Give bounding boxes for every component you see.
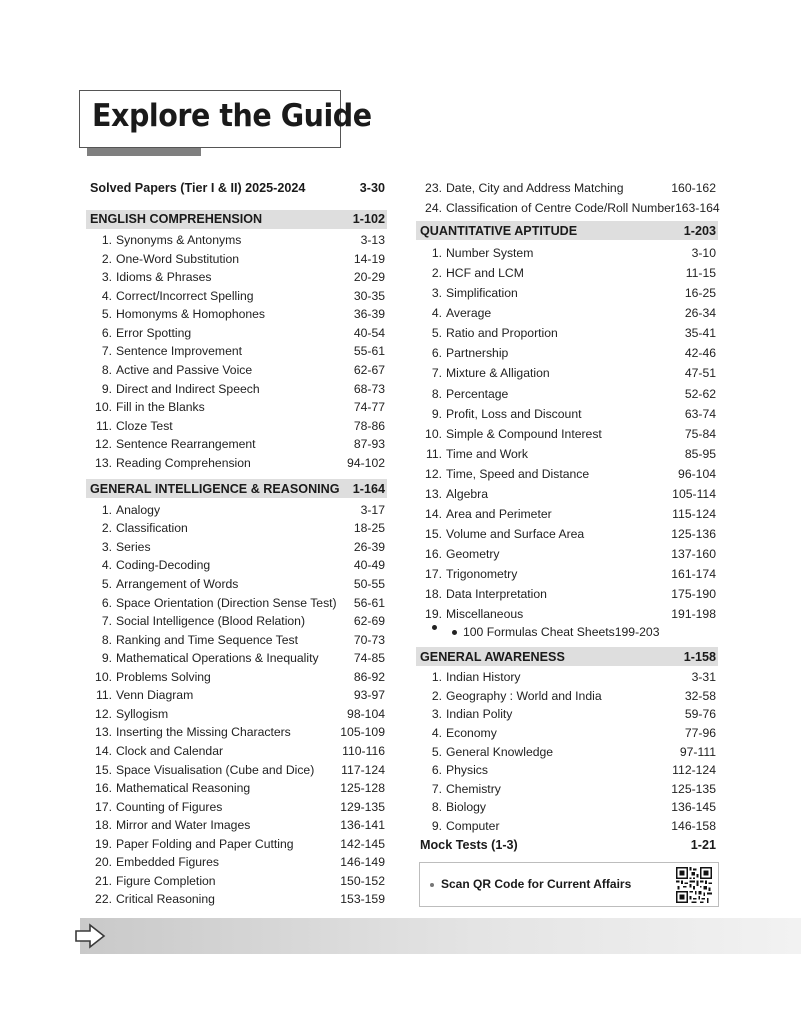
toc-page-range: 3-31 [691,670,716,685]
toc-item [416,264,718,282]
toc-item-number: 2. [431,266,442,281]
toc-item-number: 18. [425,587,442,601]
toc-page-range: 160-162 [671,181,716,195]
toc-item [416,585,718,603]
toc-item [416,179,718,197]
toc-item-number: 17. [425,566,442,581]
toc-item-label: Ranking and Time Sequence Test [116,632,299,647]
toc-item-number: 8. [101,632,112,647]
toc-page-range: 3-17 [360,502,385,517]
qr-label: Scan QR Code for Current Affairs [441,877,632,891]
toc-item-number: 5. [431,326,442,341]
toc-item [86,798,387,816]
toc-item-number: 8. [101,362,112,377]
toc-item-number: 3. [101,270,112,285]
toc-page-range: 161-174 [671,566,716,581]
toc-item-number: 16. [95,781,112,796]
toc-item-label: Mathematical Operations & Inequality [116,651,319,666]
toc-item [416,743,718,761]
toc-page-range: 3-30 [359,181,385,195]
toc-item-number: 17. [95,799,112,814]
toc-item-label: Correct/Incorrect Spelling [116,288,254,303]
toc-page-range: 115-124 [672,506,716,521]
toc-item-label: Sentence Rearrangement [116,437,256,452]
toc-item-label: Geography : World and India [446,688,602,703]
toc-item [86,872,387,890]
toc-page-range: 36-39 [353,307,385,322]
toc-item [416,364,718,382]
toc-page-range: 94-102 [347,455,385,470]
toc-page-range: 1-21 [690,837,716,852]
toc-page-range: 26-34 [684,306,716,321]
toc-item-number: 10. [425,426,442,441]
toc-page-range: 146-149 [340,855,385,870]
toc-page-range: 105-109 [340,725,385,740]
toc-page-range: 125-135 [671,781,716,796]
section-header [86,479,387,498]
toc-item [86,250,387,268]
toc-page-range: 78-86 [353,418,385,433]
toc-item [416,199,718,217]
toc-item-label: GENERAL INTELLIGENCE & REASONING [90,481,340,496]
toc-item-label: Time, Speed and Distance [446,466,590,481]
toc-page-range: 62-69 [353,614,385,629]
toc-item-number: 14. [425,506,442,521]
toc-page-range: 74-85 [353,651,385,666]
toc-item-label: Error Spotting [116,325,192,340]
toc-page-range: 136-141 [340,818,385,833]
toc-item-number: 5. [101,577,112,591]
toc-item-number: 12. [95,706,112,721]
toc-item-label: Mixture & Alligation [446,366,550,381]
toc-item [416,324,718,342]
qr-box [419,862,719,907]
toc-page-range: 136-145 [671,800,716,815]
toc-item-label: 100 Formulas Cheat Sheets [463,625,615,640]
toc-page-range: 85-95 [684,446,716,461]
toc-page-range: 129-135 [340,799,385,814]
toc-item-number: 3. [431,707,442,722]
toc-page-range: 18-25 [353,521,385,536]
toc-item-label: Volume and Surface Area [446,526,585,541]
section-header [86,210,387,229]
toc-item [86,454,387,472]
toc-item-label: Homonyms & Homophones [116,307,266,322]
toc-item-label: Fill in the Blanks [116,400,205,415]
toc-item-label: Geometry [446,546,500,561]
toc-page-range: 56-61 [353,595,385,610]
toc-item-number: 6. [431,763,442,778]
toc-item [86,380,387,398]
toc-item-label: Venn Diagram [116,688,194,703]
toc-item-label: Idioms & Phrases [116,270,212,285]
toc-page-range: 55-61 [353,344,385,359]
toc-item-label: Paper Folding and Paper Cutting [116,836,294,851]
toc-item-label: Inserting the Missing Characters [116,725,291,740]
toc-item [86,594,387,612]
toc-page-range: 42-46 [684,346,716,361]
toc-item-label: Time and Work [446,446,528,461]
toc-item [416,344,718,362]
toc-item-label: Economy [446,725,497,740]
toc-item-number: 8. [431,800,442,815]
toc-item-number: 18. [95,818,112,833]
toc-page-range: 74-77 [353,400,385,415]
toc-page-range: 142-145 [340,836,385,851]
toc-item [416,405,718,423]
toc-item-label: ENGLISH COMPREHENSION [90,212,263,227]
toc-item [86,268,387,286]
toc-item-number: 6. [431,346,442,361]
toc-page-range: 146-158 [671,818,716,833]
toc-page-range: 105-114 [672,486,716,501]
toc-page-range: 26-39 [353,539,385,554]
toc-item-number: 14. [95,743,112,758]
toc-item-number: 1. [101,502,112,517]
toc-item [416,465,718,483]
toc-page-range: 93-97 [353,688,385,703]
toc-item-number: 2. [101,251,112,266]
toc-page-range: 59-76 [684,707,716,722]
toc-item-number: 4. [431,725,442,740]
toc-item-number: 6. [101,595,112,610]
toc-item [416,605,718,623]
toc-item-label: Simple & Compound Interest [446,426,602,441]
toc-item-number: 13. [95,725,112,740]
toc-item-number: 24. [425,201,442,216]
toc-page-range: 153-159 [340,892,385,907]
toc-page-range: 97-111 [679,744,716,759]
toc-page-range: 3-10 [691,246,716,261]
toc-item [86,853,387,871]
toc-page-range: 150-152 [340,873,385,888]
toc-item-number: 15. [95,762,112,777]
toc-item-number: 3. [101,539,112,554]
toc-item [416,780,718,798]
toc-item-label: Space Orientation (Direction Sense Test) [116,595,337,610]
toc-page-range: 77-96 [684,725,716,740]
toc-item-number: 3. [431,286,442,301]
toc-item-label: Profit, Loss and Discount [446,406,582,421]
toc-item [416,505,718,523]
toc-item-number: 9. [431,818,442,833]
toc-page-range: 70-73 [353,632,385,647]
toc-item-label: Figure Completion [116,873,216,888]
toc-item-label: Sentence Improvement [116,344,243,359]
toc-item-number: 9. [101,651,112,666]
toc-page-range: 137-160 [671,546,716,561]
toc-page-range: 175-190 [671,587,716,601]
toc-item-label: Algebra [446,486,489,501]
toc-page-range: 1-158 [683,649,716,664]
toc-page-range: 47-51 [684,366,716,381]
toc-item-label: Biology [446,800,486,815]
toc-item [416,385,718,403]
toc-item-label: Coding-Decoding [116,558,211,573]
toc-item-label: HCF and LCM [446,266,524,281]
toc-item [86,890,387,908]
toc-page-range: 86-92 [353,669,385,684]
toc-page-range: 117-124 [341,762,385,777]
toc-item [86,556,387,574]
toc-item-label: Analogy [116,502,161,517]
page-title: Explore the Guide [92,98,372,134]
toc-item-label: Trigonometry [446,566,518,581]
toc-item [86,417,387,435]
toc-item-number: 7. [431,366,442,381]
toc-item [86,668,387,686]
toc-item [86,742,387,760]
toc-item-label: Classification [116,521,188,536]
toc-item-number: 4. [101,288,112,303]
toc-item-number: 11. [95,418,112,433]
toc-item-label: Social Intelligence (Blood Relation) [116,614,306,629]
toc-item [416,668,718,686]
toc-page-range: 125-136 [671,526,716,541]
toc-item-label: Miscellaneous [446,607,524,622]
section-header [416,647,718,666]
toc-item [86,538,387,556]
toc-item-label: Computer [446,818,500,833]
toc-item-number: 10. [95,400,112,415]
toc-item [86,287,387,305]
toc-page-range: 1-203 [683,223,716,238]
section-header [416,221,718,240]
toc-item-number: 7. [101,614,112,629]
toc-item-number: 7. [431,781,442,796]
toc-page-range: 1-102 [352,212,385,227]
toc-item [86,342,387,360]
toc-item [86,398,387,416]
toc-item-label: Classification of Centre Code/Roll Number [446,201,675,216]
toc-item [86,686,387,704]
toc-item [416,817,718,835]
toc-item [86,324,387,342]
toc-item [416,761,718,779]
bullet-icon [430,883,434,887]
toc-item-label: Counting of Figures [116,799,223,814]
toc-item [86,575,387,593]
toc-page-range: 163-164 [674,201,720,216]
toc-page-range: 40-49 [353,558,385,573]
toc-item-number: 21. [95,873,112,888]
toc-item-label: Syllogism [116,706,169,721]
toc-page-range: 191-198 [671,607,716,622]
toc-item-label: One-Word Substitution [116,251,240,266]
toc-item-number: 23. [425,181,442,195]
toc-item-label: Ratio and Proportion [446,326,558,341]
toc-item-number: 9. [101,381,112,396]
toc-item-label: QUANTITATIVE APTITUDE [420,223,578,238]
toc-item-number: 20. [95,855,112,870]
toc-item [86,501,387,519]
toc-item [86,779,387,797]
toc-item-label: Active and Passive Voice [116,362,253,377]
toc-item-label: Area and Perimeter [446,506,552,521]
toc-item-label: Mirror and Water Images [116,818,251,833]
toc-item-label: GENERAL AWARENESS [420,649,565,664]
toc-item-number: 1. [431,670,442,685]
toc-item [416,545,718,563]
toc-item-label: Chemistry [446,781,501,796]
toc-item-label: Solved Papers (Tier I & II) 2025-2024 [90,181,306,195]
toc-page-range: 62-67 [353,362,385,377]
toc-page-range: 52-62 [684,386,716,401]
qr-label-wrap [430,877,631,891]
toc-item-label: Cloze Test [116,418,173,433]
toc-item-label: Clock and Calendar [116,743,224,758]
toc-item [86,612,387,630]
toc-item-label: Direct and Indirect Speech [116,381,260,396]
toc-item [416,565,718,583]
toc-item [86,835,387,853]
toc-item-number: 19. [95,836,112,851]
bullet-icon [452,630,457,635]
toc-page-range: 110-116 [342,743,385,758]
toc-item-label: Percentage [446,386,509,401]
toc-page-range: 3-13 [360,233,385,248]
toc-page-range: 40-54 [353,325,385,340]
toc-item [416,485,718,503]
toc-item [86,649,387,667]
toc-item-label: Synonyms & Antonyms [116,233,242,248]
toc-item-label: Indian History [446,670,521,685]
footer-band [80,918,801,954]
toc-item-number: 4. [101,558,112,573]
toc-page-range: 68-73 [353,381,385,396]
toc-page-range: 11-15 [685,266,716,281]
toc-item-label: Mock Tests (1-3) [420,837,518,852]
toc-item [86,723,387,741]
toc-page-range: 16-25 [684,286,716,301]
toc-item-label: Data Interpretation [446,587,547,601]
toc-item [416,687,718,705]
toc-item-label: Arrangement of Words [116,577,239,591]
toc-item-label: Space Visualisation (Cube and Dice) [116,762,315,777]
toc-item-number: 13. [95,455,112,470]
toc-item [86,519,387,537]
toc-item [416,425,718,443]
toc-item [416,445,718,463]
toc-page-range: 1-164 [352,481,385,496]
toc-item-label: Partnership [446,346,509,361]
toc-item-number: 11. [95,688,112,703]
toc-item-number: 2. [431,688,442,703]
toc-item-number: 6. [101,325,112,340]
toc-item-label: Problems Solving [116,669,211,684]
toc-item [86,631,387,649]
toc-item-label: Indian Polity [446,707,513,722]
toc-item [86,705,387,723]
toc-item-label: General Knowledge [446,744,554,759]
toc-page-range: 98-104 [347,706,385,721]
toc-page-range: 112-124 [672,763,716,778]
toc-item-number: 12. [95,437,112,452]
toc-item [416,284,718,302]
toc-item-number: 1. [101,233,112,248]
toc-item [416,304,718,322]
toc-bullet-item [432,625,660,640]
toc-item-number: 7. [101,344,112,359]
toc-item-number: 4. [431,306,442,321]
toc-item [86,231,387,249]
toc-item [416,705,718,723]
toc-page-range: 125-128 [340,781,385,796]
toc-page-range: 20-29 [353,270,385,285]
title-underline-bar [87,148,201,156]
toc-item-label: Series [116,539,151,554]
toc-item-number: 9. [431,406,442,421]
toc-item-label: Critical Reasoning [116,892,215,907]
toc-item-number: 15. [425,526,442,541]
toc-item [416,798,718,816]
toc-item-number: 16. [425,546,442,561]
toc-item-number: 12. [425,466,442,481]
toc-page-range: 87-93 [353,437,385,452]
qr-code-icon[interactable] [676,867,712,903]
arrow-right-icon [74,922,106,950]
toc-item-label: Mathematical Reasoning [116,781,251,796]
toc-item-label: Average [446,306,492,321]
toc-item [86,761,387,779]
toc-item-number: 5. [431,744,442,759]
toc-item-label: Number System [446,246,534,261]
toc-page-range: 30-35 [353,288,385,303]
toc-section-line [416,836,718,854]
toc-item [86,305,387,323]
toc-item-label: Physics [446,763,488,778]
toc-item-number: 13. [425,486,442,501]
toc-page-range: 35-41 [684,326,716,341]
toc-page-range: 75-84 [684,426,716,441]
toc-item-label: Embedded Figures [116,855,219,870]
toc-item-number: 10. [95,669,112,684]
toc-item-number: 8. [431,386,442,401]
toc-item [416,244,718,262]
toc-item-label: Reading Comprehension [116,455,251,470]
toc-item-number: 22. [95,892,112,907]
toc-item [86,435,387,453]
toc-item-label: Simplification [446,286,518,301]
toc-item [416,724,718,742]
toc-item [86,816,387,834]
toc-page-range: 199-203 [614,625,660,640]
toc-page-range: 50-55 [353,577,385,591]
toc-section-line [86,179,387,197]
toc-item-number: 11. [425,446,442,461]
toc-item-number: 5. [101,307,112,322]
toc-page-range: 63-74 [684,406,716,421]
toc-page-range: 96-104 [678,466,716,481]
toc-item [86,361,387,379]
toc-item-number: 1. [431,246,442,261]
toc-page-range: 14-19 [353,251,385,266]
toc-item [416,525,718,543]
toc-page-range: 32-58 [684,688,716,703]
toc-item-number: 19. [425,607,442,622]
toc-item-number: 2. [101,521,112,536]
toc-item-label: Date, City and Address Matching [446,181,624,195]
